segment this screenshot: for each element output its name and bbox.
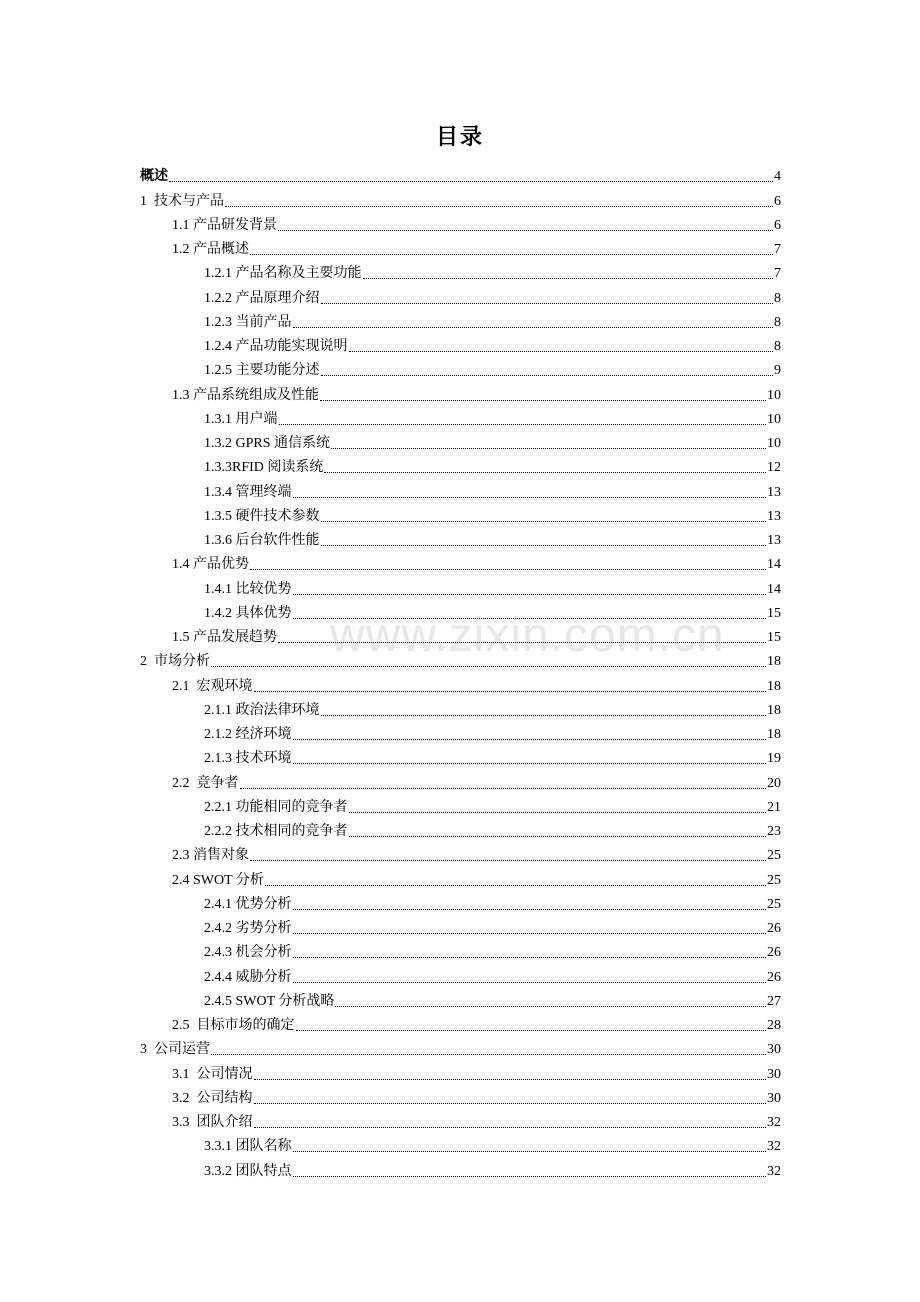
toc-entry-title: 2.2.1 功能相同的竞争者 xyxy=(204,799,348,815)
dot-leader xyxy=(321,545,767,546)
toc-entry-title: 2 市场分析 xyxy=(140,654,210,670)
toc-page-number: 15 xyxy=(767,630,781,645)
toc-page-number: 13 xyxy=(767,508,781,524)
toc-entry[interactable] xyxy=(140,332,781,356)
toc-entry[interactable] xyxy=(140,744,781,768)
toc-entry-title: 1.4 产品优势 xyxy=(172,557,249,573)
dot-leader xyxy=(363,278,774,279)
toc-entry-title: 2.1.3 技术环境 xyxy=(204,751,292,767)
dot-leader xyxy=(211,666,766,667)
dot-leader xyxy=(254,1079,767,1080)
toc-entry[interactable] xyxy=(140,259,781,283)
page-title: 目录 xyxy=(435,124,484,149)
dot-leader xyxy=(293,763,767,764)
toc-page-number: 32 xyxy=(767,1139,781,1155)
toc-entry-title: 1.3.1 用户端 xyxy=(204,411,278,427)
watermark: www.zixin.com.cn xyxy=(330,609,725,662)
toc-entry[interactable] xyxy=(140,162,781,186)
toc-entry[interactable] xyxy=(140,550,781,574)
dot-leader xyxy=(250,860,766,861)
dot-leader xyxy=(296,1030,767,1031)
dot-leader xyxy=(321,521,767,522)
toc-entry[interactable] xyxy=(140,477,781,501)
toc-page-number: 12 xyxy=(767,460,781,476)
toc-entry[interactable] xyxy=(140,356,781,380)
toc-entry[interactable] xyxy=(140,962,781,986)
toc-page-number: 32 xyxy=(767,1163,781,1179)
toc-entry-title: 3 公司运营 xyxy=(140,1042,210,1058)
toc-entry[interactable] xyxy=(140,865,781,889)
dot-leader xyxy=(250,254,773,255)
toc-entry-title: 1.3.5 硬件技术参数 xyxy=(204,508,320,524)
toc-page-number: 18 xyxy=(767,654,781,670)
toc-page-number: 26 xyxy=(767,969,781,985)
toc-entry-title: 2.4.3 机会分析 xyxy=(204,945,292,961)
dot-leader xyxy=(293,497,767,498)
dot-leader xyxy=(293,1151,767,1152)
toc-entry-title: 2.4.4 威胁分析 xyxy=(204,969,292,985)
toc-entry-title: 1.4.1 比较优势 xyxy=(204,581,292,597)
toc-entry[interactable] xyxy=(140,502,781,526)
dot-leader xyxy=(293,909,767,910)
dot-leader xyxy=(169,181,773,182)
dot-leader xyxy=(349,351,774,352)
dot-leader xyxy=(293,933,767,934)
toc-entry-title: 2.1.2 经济环境 xyxy=(204,727,292,742)
toc-page-number: 28 xyxy=(767,1018,781,1033)
toc-page-number: 13 xyxy=(767,484,781,500)
dot-leader xyxy=(331,448,766,449)
toc-entry[interactable] xyxy=(140,574,781,598)
toc-entry[interactable] xyxy=(140,938,781,962)
toc-entry[interactable] xyxy=(140,696,781,720)
toc-entry[interactable] xyxy=(140,1108,781,1132)
toc-page-number: 14 xyxy=(767,557,781,573)
toc-page-number: 19 xyxy=(767,751,781,767)
toc-page-number: 7 xyxy=(774,242,781,257)
toc-entry[interactable] xyxy=(140,841,781,865)
toc-entry-title: 3.3.1 团队名称 xyxy=(204,1139,292,1155)
dot-leader xyxy=(293,618,767,619)
toc-entry-title: 1 技术与产品 xyxy=(140,193,224,209)
toc-entry[interactable] xyxy=(140,647,781,671)
toc-entry[interactable] xyxy=(140,599,781,623)
dot-leader xyxy=(293,327,774,328)
toc-page-number: 18 xyxy=(767,727,781,742)
toc-page-number: 18 xyxy=(767,702,781,718)
toc-page-number: 15 xyxy=(767,605,781,621)
dot-leader xyxy=(279,424,767,425)
toc-entry[interactable] xyxy=(140,453,781,477)
toc-page-number: 30 xyxy=(767,1042,781,1058)
toc-entry-title: 2.4.1 优势分析 xyxy=(204,896,292,912)
dot-leader xyxy=(293,594,767,595)
dot-leader xyxy=(254,1103,767,1104)
toc-entry-title: 1.3.4 管理终端 xyxy=(204,484,292,500)
toc-page-number: 27 xyxy=(767,993,781,1009)
toc-entry-title: 1.2.5 主要功能分述 xyxy=(204,363,320,379)
toc-page-number: 21 xyxy=(767,799,781,815)
dot-leader xyxy=(321,303,774,304)
toc-entry-title: 3.1 公司情况 xyxy=(172,1066,253,1082)
dot-leader xyxy=(211,1054,766,1055)
toc-page-number: 7 xyxy=(774,266,781,282)
toc-entry[interactable] xyxy=(140,211,781,235)
toc-entry-title: 2.2 竞争者 xyxy=(172,775,239,791)
toc-entry-title: 1.3 产品系统组成及性能 xyxy=(172,387,319,403)
toc-entry[interactable] xyxy=(140,405,781,429)
dot-leader xyxy=(349,836,767,837)
toc-entry-title: 2.2.2 技术相同的竞争者 xyxy=(204,824,348,839)
toc-entry[interactable] xyxy=(140,526,781,550)
toc-entry-title: 1.2.1 产品名称及主要功能 xyxy=(204,266,362,282)
toc-entry-title: 概述 xyxy=(140,169,168,185)
toc-entry[interactable] xyxy=(140,671,781,695)
toc-entry-title: 2.4 SWOT 分析 xyxy=(172,872,264,888)
dot-leader xyxy=(265,885,766,886)
toc-page-number: 25 xyxy=(767,896,781,912)
dot-leader xyxy=(349,812,767,813)
toc-entry[interactable] xyxy=(140,235,781,259)
dot-leader xyxy=(278,642,766,643)
toc-entry-title: 1.3.6 后台软件性能 xyxy=(204,533,320,548)
toc-entry[interactable] xyxy=(140,429,781,453)
toc-entry-title: 1.3.3RFID 阅读系统 xyxy=(204,460,324,476)
toc-page-number: 8 xyxy=(774,339,781,354)
toc-entry[interactable] xyxy=(140,720,781,744)
toc-entry[interactable] xyxy=(140,768,781,792)
toc-page-number: 9 xyxy=(774,363,781,379)
toc-entry-title: 2.4.2 劣势分析 xyxy=(204,921,292,936)
toc-page-number: 18 xyxy=(767,678,781,694)
toc-entry-title: 2.3 消售对象 xyxy=(172,848,249,864)
toc-entry[interactable] xyxy=(140,1132,781,1156)
toc-entry[interactable] xyxy=(140,380,781,404)
toc-entry-title: 1.5 产品发展趋势 xyxy=(172,630,277,645)
dot-leader xyxy=(240,788,767,789)
dot-leader xyxy=(321,715,767,716)
toc-entry[interactable] xyxy=(140,283,781,307)
toc-page-number: 10 xyxy=(767,411,781,427)
dot-leader xyxy=(293,1176,767,1177)
toc-entry-title: 1.2 产品概述 xyxy=(172,242,249,257)
toc-page-number: 20 xyxy=(767,775,781,791)
toc-page-number: 13 xyxy=(767,533,781,548)
toc-entry[interactable] xyxy=(140,186,781,210)
toc-page-number: 32 xyxy=(767,1115,781,1130)
dot-leader xyxy=(335,1006,766,1007)
toc-entry[interactable] xyxy=(140,308,781,332)
toc-entry[interactable] xyxy=(140,987,781,1011)
toc-page-number: 26 xyxy=(767,945,781,961)
toc-entry-title: 2.4.5 SWOT 分析战略 xyxy=(204,993,335,1009)
toc-page-number: 14 xyxy=(767,581,781,597)
toc-entry-title: 1.2.2 产品原理介绍 xyxy=(204,290,320,306)
dot-leader xyxy=(293,957,767,958)
toc-page-number: 30 xyxy=(767,1090,781,1106)
toc-entry[interactable] xyxy=(140,1156,781,1180)
toc-entry-title: 1.1 产品研发背景 xyxy=(172,217,277,233)
toc-entry[interactable] xyxy=(140,1084,781,1108)
toc-entry-title: 1.3.2 GPRS 通信系统 xyxy=(204,436,331,451)
dot-leader xyxy=(320,400,766,401)
toc-entry-title: 2.5 目标市场的确定 xyxy=(172,1018,295,1033)
dot-leader xyxy=(254,691,767,692)
toc-page-number: 8 xyxy=(774,314,781,330)
dot-leader xyxy=(293,739,767,740)
toc-entry-title: 1.2.4 产品功能实现说明 xyxy=(204,339,348,354)
toc-page-number: 6 xyxy=(774,217,781,233)
toc-entry-title: 1.4.2 具体优势 xyxy=(204,605,292,621)
toc-entry[interactable] xyxy=(140,623,781,647)
dot-leader xyxy=(250,569,766,570)
toc-entry[interactable] xyxy=(140,793,781,817)
toc-entry-title: 1.2.3 当前产品 xyxy=(204,314,292,330)
toc-page-number: 4 xyxy=(774,169,781,185)
toc-entry[interactable] xyxy=(140,1035,781,1059)
dot-leader xyxy=(324,472,766,473)
dot-leader xyxy=(293,982,767,983)
toc-entry[interactable] xyxy=(140,817,781,841)
toc-entry[interactable] xyxy=(140,1059,781,1083)
toc-entry[interactable] xyxy=(140,1011,781,1035)
toc-page-number: 30 xyxy=(767,1066,781,1082)
toc-entry-title: 3.2 公司结构 xyxy=(172,1090,253,1106)
toc-page-number: 10 xyxy=(767,436,781,451)
dot-leader xyxy=(225,206,773,207)
toc-entry[interactable] xyxy=(140,914,781,938)
toc-entry[interactable] xyxy=(140,890,781,914)
toc-page-number: 23 xyxy=(767,824,781,839)
toc-page-number: 10 xyxy=(767,387,781,403)
toc-page-number: 26 xyxy=(767,921,781,936)
dot-leader xyxy=(278,230,773,231)
table-of-contents xyxy=(140,162,781,1181)
dot-leader xyxy=(321,375,774,376)
toc-entry-title: 3.3.2 团队特点 xyxy=(204,1163,292,1179)
toc-page-number: 25 xyxy=(767,848,781,864)
toc-page-number: 8 xyxy=(774,290,781,306)
toc-entry-title: 2.1.1 政治法律环境 xyxy=(204,702,320,718)
toc-entry-title: 2.1 宏观环境 xyxy=(172,678,253,694)
toc-entry-title: 3.3 团队介绍 xyxy=(172,1115,253,1130)
toc-page-number: 25 xyxy=(767,872,781,888)
dot-leader xyxy=(254,1127,767,1128)
toc-page-number: 6 xyxy=(774,193,781,209)
